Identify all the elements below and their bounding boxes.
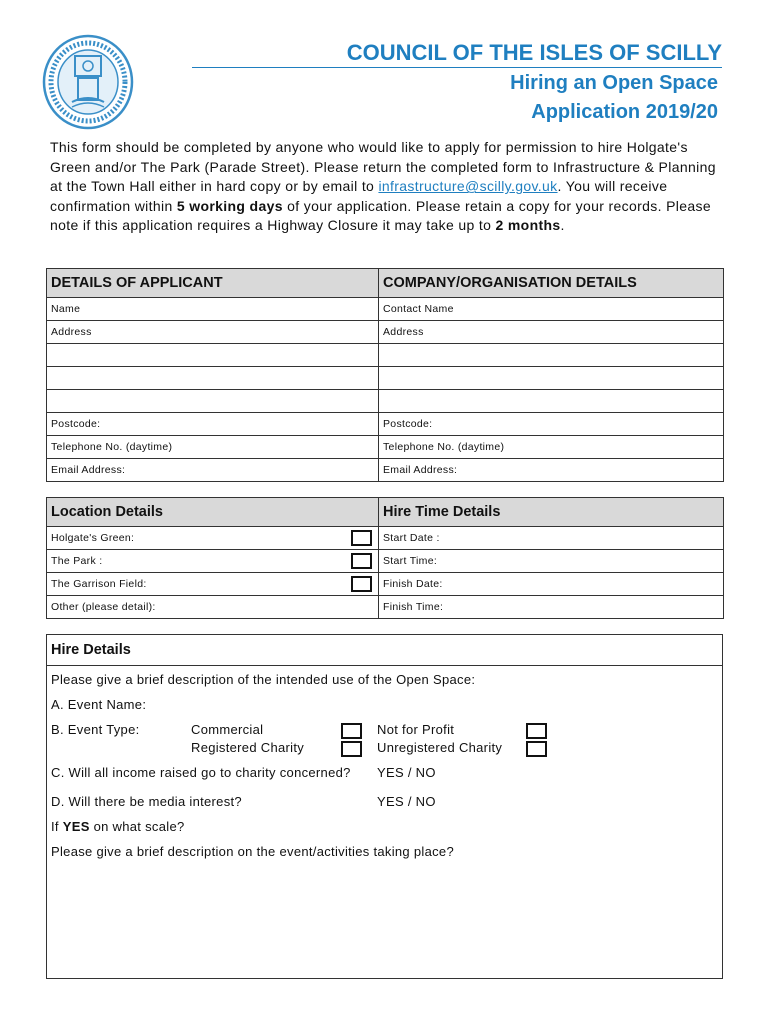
applicant-name-label: Name xyxy=(51,303,81,315)
hire-time-header: Hire Time Details xyxy=(379,498,724,527)
company-phone-field[interactable] xyxy=(379,436,724,459)
activities-description-prompt: Please give a brief description on the event/activities taking place? xyxy=(51,844,454,859)
not-for-profit-checkbox[interactable] xyxy=(526,723,547,739)
event-name-label: A. Event Name: xyxy=(51,697,147,712)
start-time-field[interactable] xyxy=(379,550,724,573)
the-park-label: The Park : xyxy=(51,555,103,567)
hire-details-header: Hire Details xyxy=(47,635,722,666)
applicant-email-field[interactable] xyxy=(47,459,379,482)
garrison-field-row xyxy=(47,573,379,596)
applicant-header: DETAILS OF APPLICANT xyxy=(47,269,379,298)
company-address-field[interactable] xyxy=(379,321,724,344)
media-interest-question: D. Will there be media interest? xyxy=(51,794,242,809)
other-location-label: Other (please detail): xyxy=(51,601,156,613)
start-date-label: Start Date : xyxy=(383,532,440,544)
commercial-checkbox[interactable] xyxy=(341,723,362,739)
applicant-phone-field[interactable] xyxy=(47,436,379,459)
commercial-option-label: Commercial xyxy=(191,722,264,737)
company-address-line[interactable] xyxy=(379,367,724,390)
finish-time-field[interactable] xyxy=(379,596,724,619)
company-email-label: Email Address: xyxy=(383,464,458,476)
company-address-line[interactable] xyxy=(379,344,724,367)
registered-charity-checkbox[interactable] xyxy=(341,741,362,757)
company-email-field[interactable] xyxy=(379,459,724,482)
applicant-details-table xyxy=(46,268,724,482)
unregistered-charity-option-label: Unregistered Charity xyxy=(377,740,503,755)
applicant-address-line[interactable] xyxy=(47,344,379,367)
garrison-field-label: The Garrison Field: xyxy=(51,578,147,590)
location-hire-time-table xyxy=(46,497,724,619)
company-phone-label: Telephone No. (daytime) xyxy=(383,441,505,453)
applicant-address-line[interactable] xyxy=(47,367,379,390)
company-address-label: Address xyxy=(383,326,424,338)
applicant-phone-label: Telephone No. (daytime) xyxy=(51,441,173,453)
finish-time-label: Finish Time: xyxy=(383,601,444,613)
media-scale-question xyxy=(51,819,185,834)
intro-bold-months: 2 months xyxy=(495,217,561,234)
unregistered-charity-checkbox[interactable] xyxy=(526,741,547,757)
media-interest-yes-no[interactable]: YES / NO xyxy=(377,794,436,809)
hire-details-section xyxy=(46,634,723,979)
title-divider xyxy=(192,67,722,68)
media-scale-suffix: on what scale? xyxy=(89,819,185,834)
start-time-label: Start Time: xyxy=(383,555,438,567)
applicant-address-line[interactable] xyxy=(47,390,379,413)
holgates-green-label: Holgate's Green: xyxy=(51,532,135,544)
company-postcode-label: Postcode: xyxy=(383,418,433,430)
intended-use-prompt: Please give a brief description of the intended use of the Open Space: xyxy=(51,672,476,687)
garrison-field-checkbox[interactable] xyxy=(351,576,372,592)
other-location-field[interactable] xyxy=(47,596,379,619)
start-date-field[interactable] xyxy=(379,527,724,550)
email-link[interactable]: infrastructure@scilly.gov.uk xyxy=(378,178,558,195)
contact-name-label: Contact Name xyxy=(383,303,454,315)
company-header: COMPANY/ORGANISATION DETAILS xyxy=(379,269,724,298)
finish-date-field[interactable] xyxy=(379,573,724,596)
charity-income-question: C. Will all income raised go to charity concerned? xyxy=(51,765,351,780)
intro-text-4: . xyxy=(560,217,565,234)
applicant-name-field[interactable] xyxy=(47,298,379,321)
form-title-line2: Application 2019/20 xyxy=(531,101,718,123)
the-park-row xyxy=(47,550,379,573)
the-park-checkbox[interactable] xyxy=(351,553,372,569)
holgates-green-checkbox[interactable] xyxy=(351,530,372,546)
intro-text-2: . You will receive confirmation within xyxy=(50,178,668,214)
holgates-green-row xyxy=(47,527,379,550)
company-address-line[interactable] xyxy=(379,390,724,413)
org-title: COUNCIL OF THE ISLES OF SCILLY xyxy=(346,40,722,65)
applicant-postcode-label: Postcode: xyxy=(51,418,101,430)
not-for-profit-option-label: Not for Profit xyxy=(377,722,455,737)
contact-name-field[interactable] xyxy=(379,298,724,321)
location-header: Location Details xyxy=(47,498,379,527)
finish-date-label: Finish Date: xyxy=(383,578,443,590)
form-title-line1: Hiring an Open Space xyxy=(510,72,718,94)
intro-paragraph xyxy=(50,138,730,236)
event-type-label: B. Event Type: xyxy=(51,722,140,737)
applicant-email-label: Email Address: xyxy=(51,464,126,476)
applicant-address-field[interactable] xyxy=(47,321,379,344)
media-scale-yes: YES xyxy=(62,819,90,834)
intro-text-3: of your application. Please retain a copy for your records. Please note if this application requires a Highway Closure it may take up to xyxy=(50,197,711,234)
registered-charity-option-label: Registered Charity xyxy=(191,740,305,755)
applicant-address-label: Address xyxy=(51,326,92,338)
intro-text-1: This form should be completed by anyone who would like to apply for permission to hire Holgate's Green and/or The Park (Parade Street). Please return the completed form to Infrastructure & Planning at the Town Hall either in hard copy or by email to xyxy=(50,139,716,195)
media-scale-prefix: If xyxy=(51,819,63,834)
applicant-postcode-field[interactable] xyxy=(47,413,379,436)
council-crest-logo xyxy=(42,34,134,130)
charity-income-yes-no[interactable]: YES / NO xyxy=(377,765,436,780)
company-postcode-field[interactable] xyxy=(379,413,724,436)
intro-bold-working-days: 5 working days xyxy=(176,197,283,214)
